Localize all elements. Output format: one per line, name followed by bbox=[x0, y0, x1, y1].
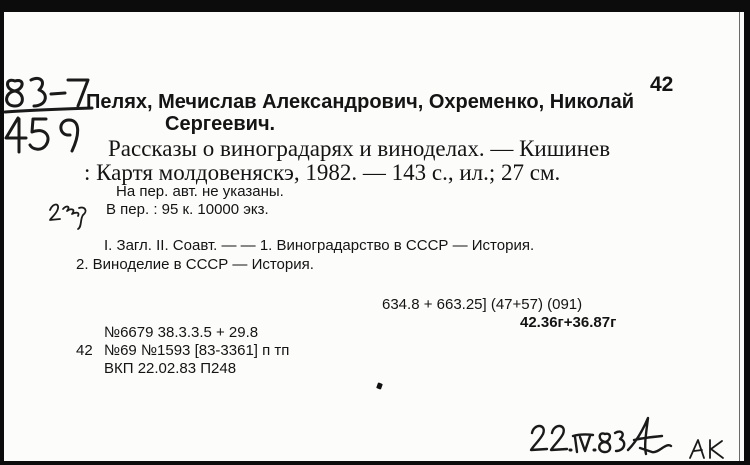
note-line1: На пер. авт. не указаны. bbox=[116, 183, 284, 200]
handwritten-margin-note bbox=[46, 196, 94, 232]
title-line2: : Картя молдовеняскэ, 1982. — 143 с., ил.; 27 см. bbox=[84, 160, 561, 185]
card-number: 42 bbox=[650, 73, 674, 96]
note-line2: В пер. : 95 к. 10000 экз. bbox=[106, 201, 269, 218]
ink-speck bbox=[376, 382, 383, 389]
handwritten-shelfmark bbox=[2, 72, 94, 160]
classification-bbk: 42.36г+36.87г bbox=[520, 314, 617, 331]
registration-line2: №69 №1593 [83-3361] п тп bbox=[104, 342, 290, 359]
card-edge-left bbox=[0, 0, 4, 465]
tracing-line2: 2. Виноделие в СССР — История. bbox=[76, 256, 314, 273]
tracing-line1: I. Загл. II. Соавт. — — 1. Виноградарство в СССР — История. bbox=[104, 237, 535, 254]
heading-authors-line1: Пелях, Мечислав Александрович, Охременко, Николай bbox=[86, 91, 635, 113]
heading-authors-line2: Сергеевич. bbox=[165, 113, 276, 135]
classification-udc: 634.8 + 663.25] (47+57) (091) bbox=[382, 296, 583, 313]
handwritten-date-signature bbox=[528, 412, 678, 462]
card-edge-right bbox=[744, 0, 750, 465]
handwritten-initials bbox=[688, 436, 728, 462]
card-edge-right-inner bbox=[739, 12, 740, 461]
title-line1: Рассказы о виноградарях и виноделах. — Кишинев bbox=[108, 136, 611, 161]
registration-line3: ВКП 22.02.83 П248 bbox=[104, 360, 237, 377]
registration-line1: №6679 38.3.3.5 + 29.8 bbox=[104, 324, 259, 341]
card-edge-top bbox=[0, 0, 750, 12]
registration-line2-number: 42 bbox=[76, 342, 93, 359]
